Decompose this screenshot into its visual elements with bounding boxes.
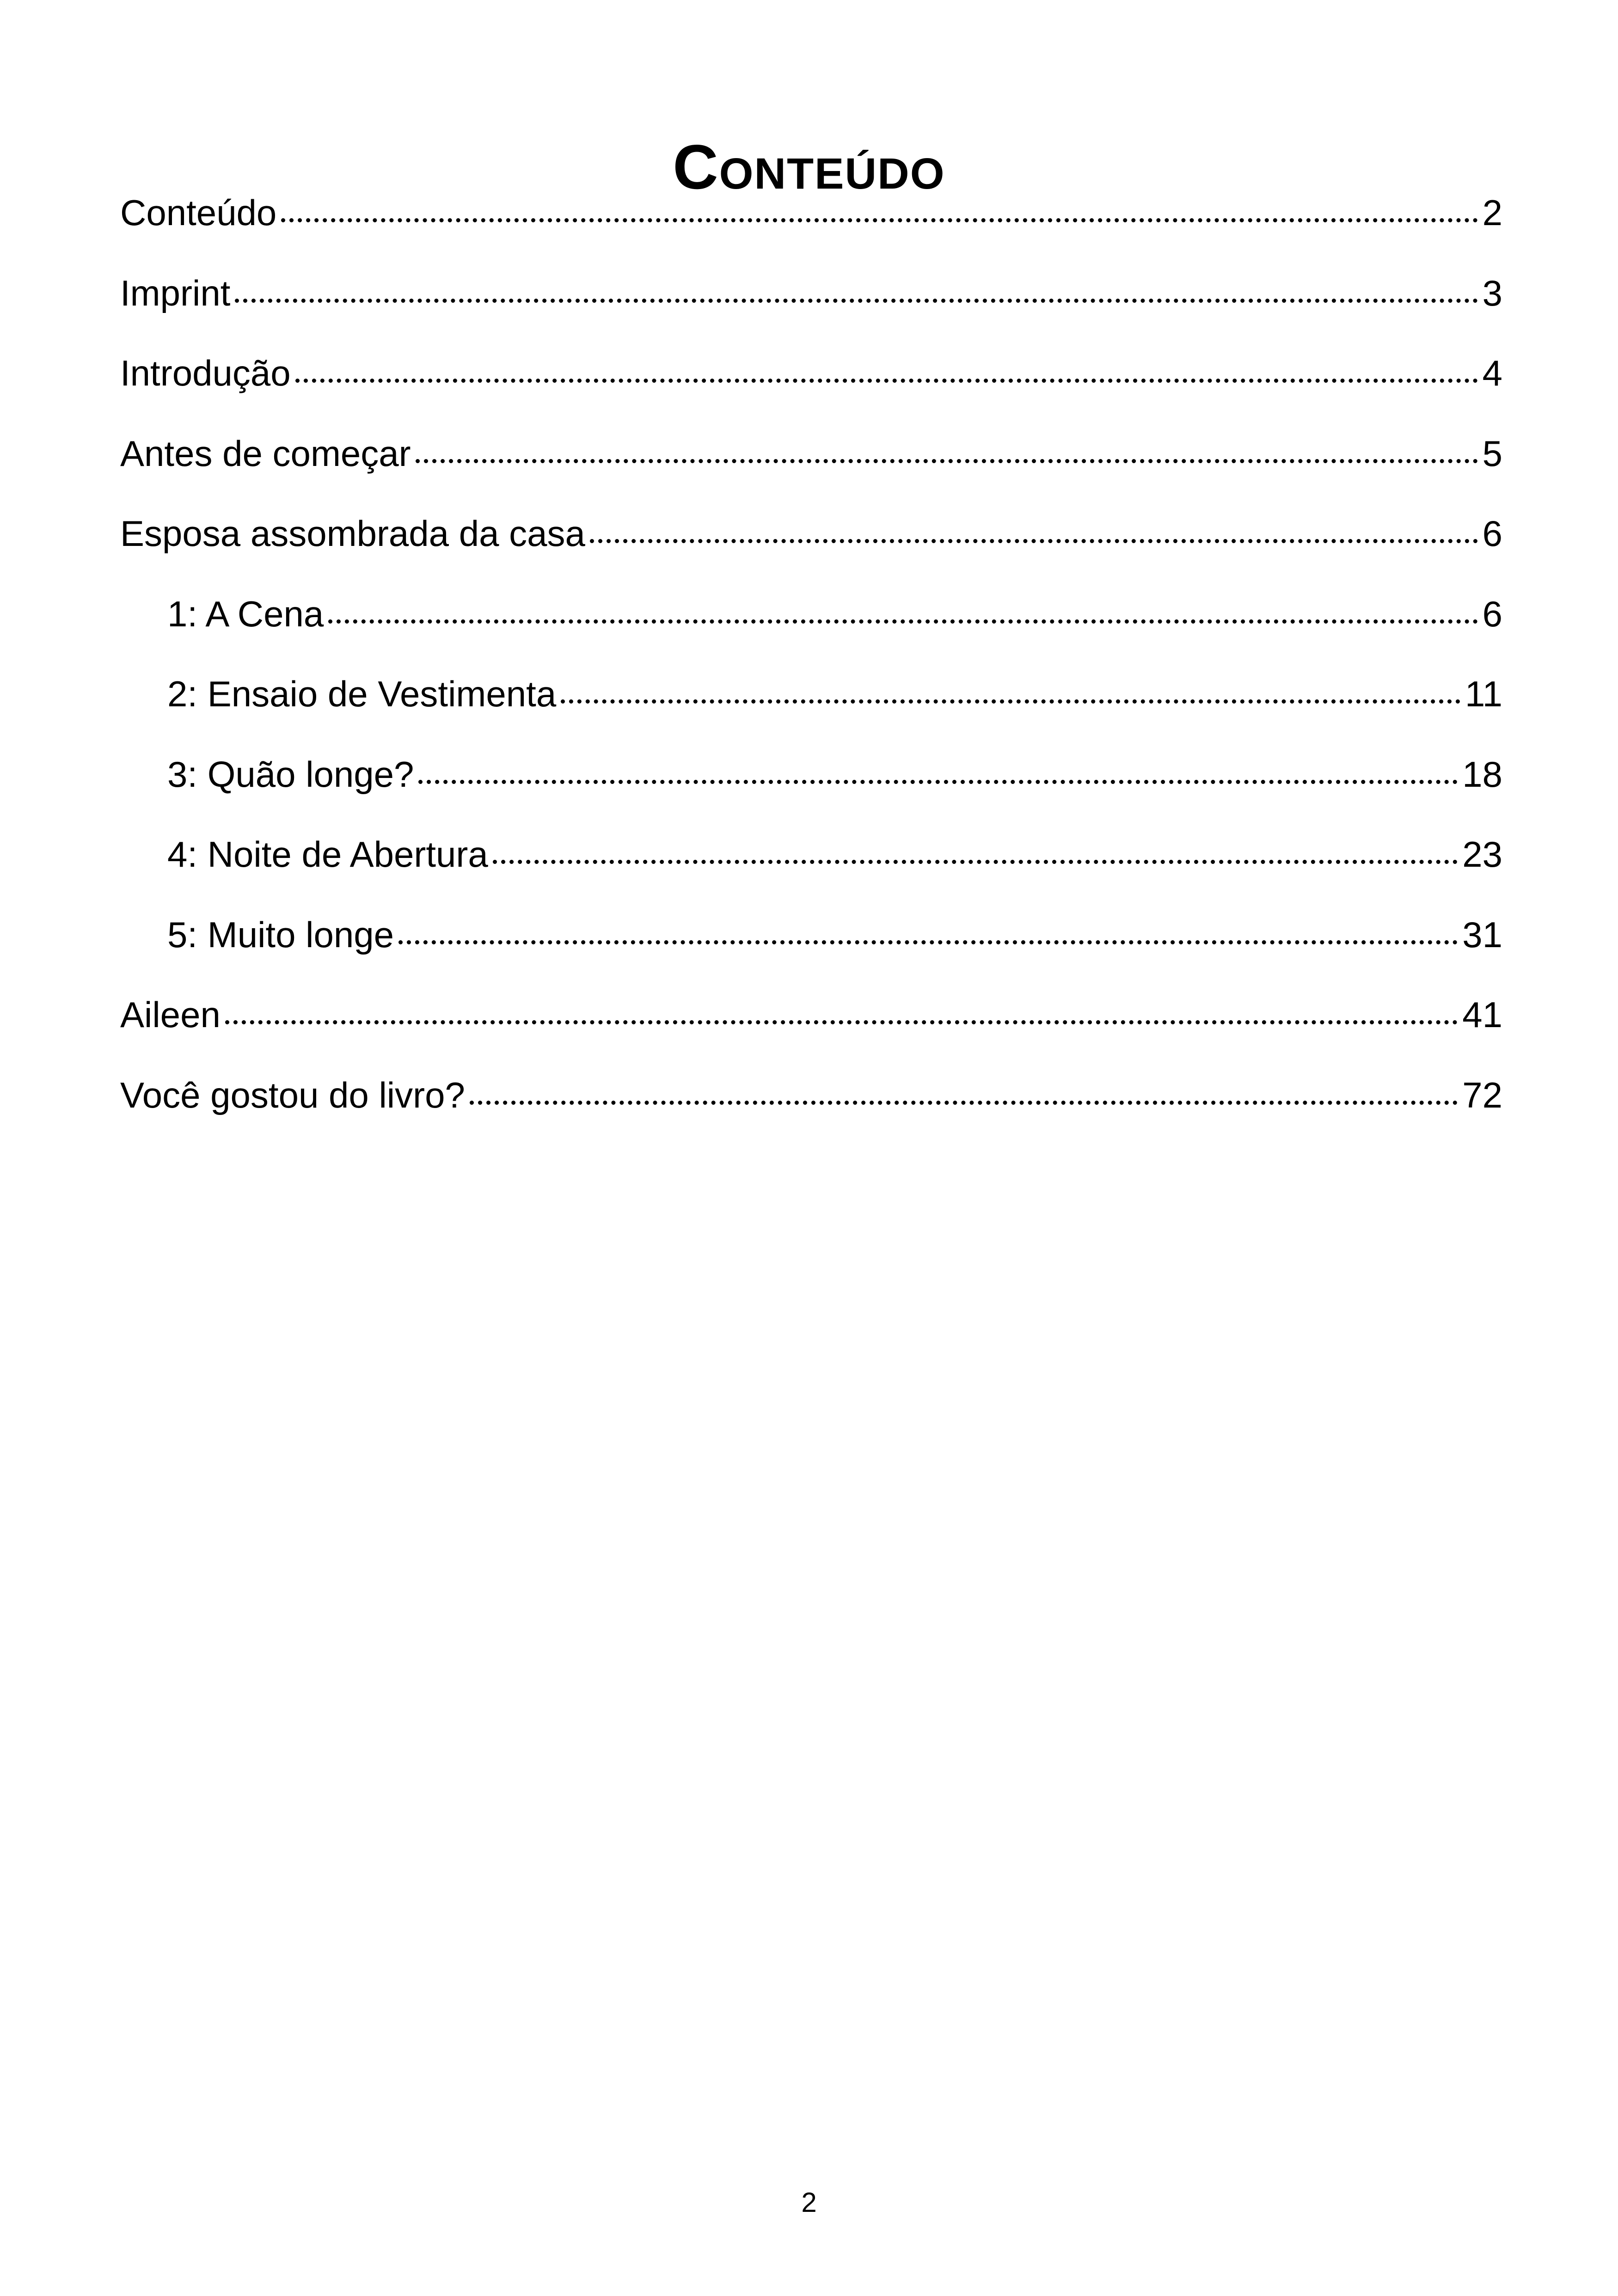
page-number: 2 [801,2187,817,2218]
dot-leader [398,940,1458,944]
toc-entry-label: 5: Muito longe [167,914,394,955]
toc-entry-page: 18 [1462,753,1502,795]
dot-leader [493,860,1458,864]
toc-entry-page: 6 [1482,593,1502,634]
toc-entry-imprint[interactable] [120,263,1502,343]
toc-entry-page: 72 [1462,1074,1502,1115]
toc-entry-page: 23 [1462,834,1502,875]
toc-entry-page: 41 [1462,994,1502,1035]
dot-leader [328,619,1477,624]
toc-entry-muito-longe[interactable] [120,905,1502,985]
toc-entry-ensaio-de-vestimenta[interactable] [120,664,1502,744]
dot-leader [281,218,1477,222]
dot-leader [590,539,1478,543]
toc-entry-aileen[interactable] [120,985,1502,1065]
toc-entry-page: 3 [1482,272,1502,313]
toc-entry-voce-gostou-do-livro[interactable] [120,1065,1502,1145]
toc-entry-label: Imprint [120,272,231,313]
toc-entry-label: 3: Quão longe? [167,753,414,795]
toc-entry-noite-de-abertura[interactable] [120,824,1502,905]
toc-entry-quao-longe[interactable] [120,744,1502,825]
toc-entry-page: 11 [1465,673,1502,714]
toc-entry-label: Conteúdo [120,192,277,233]
toc-entry-page: 4 [1482,353,1502,393]
toc-entry-a-cena[interactable] [120,584,1502,664]
toc-entry-introducao[interactable] [120,343,1502,423]
toc-entry-esposa-assombrada[interactable] [120,503,1502,584]
dot-leader [561,699,1460,704]
toc-entry-label: 4: Noite de Abertura [167,834,488,875]
toc-entry-page: 6 [1482,513,1502,554]
toc-entry-label: 1: A Cena [167,593,324,634]
toc-entry-label: Introdução [120,353,291,393]
toc-entry-page: 2 [1482,192,1502,233]
dot-leader [295,379,1478,383]
toc-entry-page: 5 [1482,433,1502,474]
toc-entry-label: Você gostou do livro? [120,1074,465,1115]
dot-leader [416,459,1478,463]
dot-leader [225,1020,1458,1024]
dot-leader [235,299,1477,303]
toc-entry-label: Aileen [120,994,221,1035]
toc-entry-antes-de-comecar[interactable] [120,423,1502,504]
toc-entry-page: 31 [1462,914,1502,955]
page-title: Conteúdo [673,132,945,202]
dot-leader [470,1101,1458,1105]
toc-entry-label: Antes de começar [120,433,411,474]
dot-leader [418,780,1458,784]
toc-entry-label: Esposa assombrada da casa [120,513,585,554]
toc-entry-label: 2: Ensaio de Vestimenta [167,673,557,714]
table-of-contents [120,183,1502,1145]
toc-entry-conteudo[interactable] [120,183,1502,263]
